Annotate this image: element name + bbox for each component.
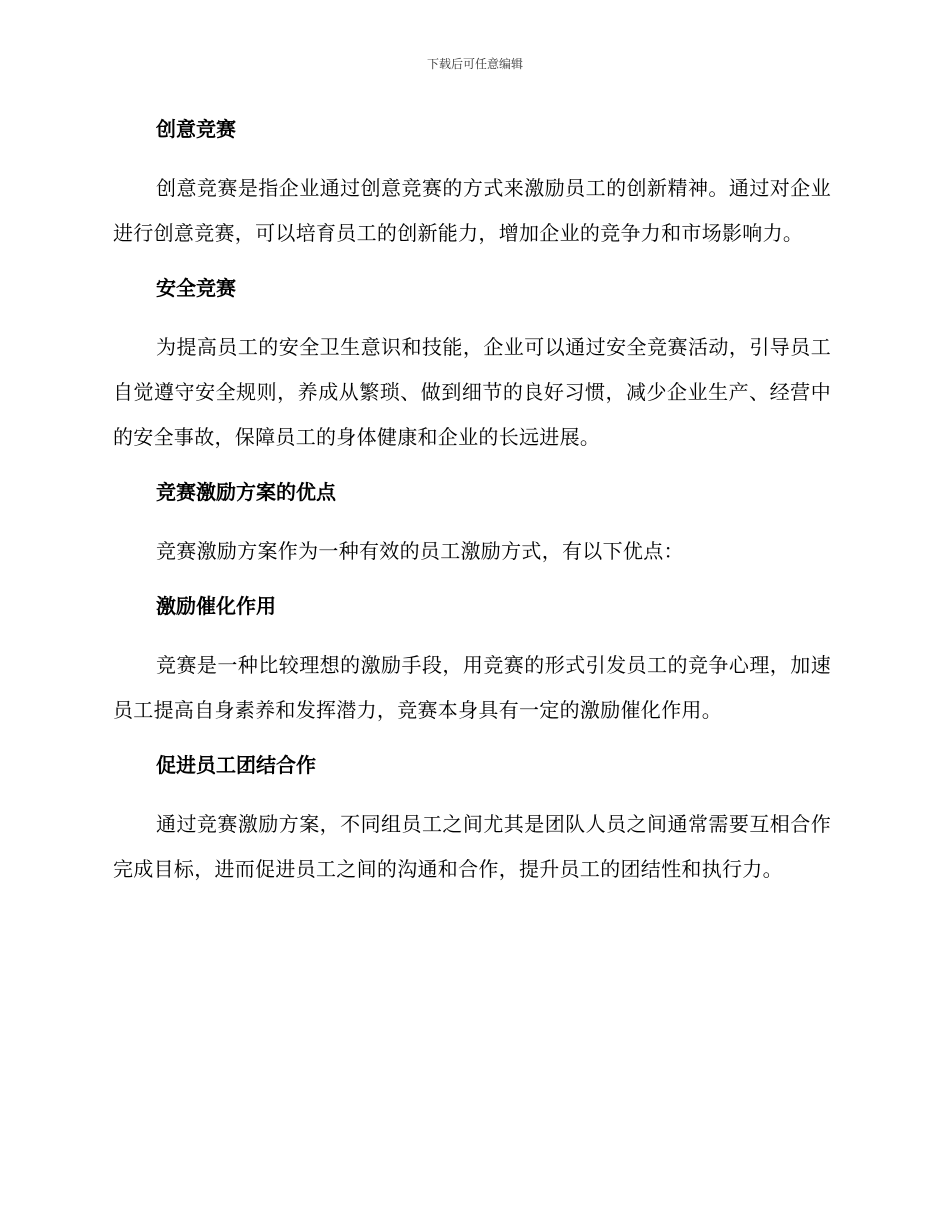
section-paragraph-advantages: 竞赛激励方案作为一种有效的员工激励方式，有以下优点： bbox=[156, 539, 684, 563]
header-note: 下载后可任意编辑 bbox=[426, 57, 523, 71]
section-heading-teamwork: 促进员工团结合作 bbox=[156, 753, 316, 777]
section-paragraph-safety-contest: 为提高员工的安全卫生意识和技能，企业可以通过安全竞赛活动，引导员工自觉遵守安全规则，养成从繁琐、做到细节的良好习惯，减少企业生产、经营中的安全事故，保障员工的身体健康和企业的长远进展。 bbox=[113, 335, 831, 449]
section-heading-safety-contest: 安全竞赛 bbox=[156, 276, 236, 300]
section-heading-creative-contest: 创意竞赛 bbox=[156, 117, 236, 141]
section-heading-advantages: 竞赛激励方案的优点 bbox=[156, 480, 336, 504]
section-paragraph-teamwork: 通过竞赛激励方案，不同组员工之间尤其是团队人员之间通常需要互相合作完成目标，进而促进员工之间的沟通和合作，提升员工的团结性和执行力。 bbox=[113, 812, 831, 881]
section-paragraph-catalytic-effect: 竞赛是一种比较理想的激励手段，用竞赛的形式引发员工的竞争心理，加速员工提高自身素养和发挥潜力，竞赛本身具有一定的激励催化作用。 bbox=[113, 653, 831, 722]
section-paragraph-creative-contest: 创意竞赛是指企业通过创意竞赛的方式来激励员工的创新精神。通过对企业进行创意竞赛，可以培育员工的创新能力，增加企业的竞争力和市场影响力。 bbox=[113, 176, 831, 245]
document-body bbox=[113, 110, 831, 905]
section-heading-catalytic-effect: 激励催化作用 bbox=[156, 594, 276, 618]
